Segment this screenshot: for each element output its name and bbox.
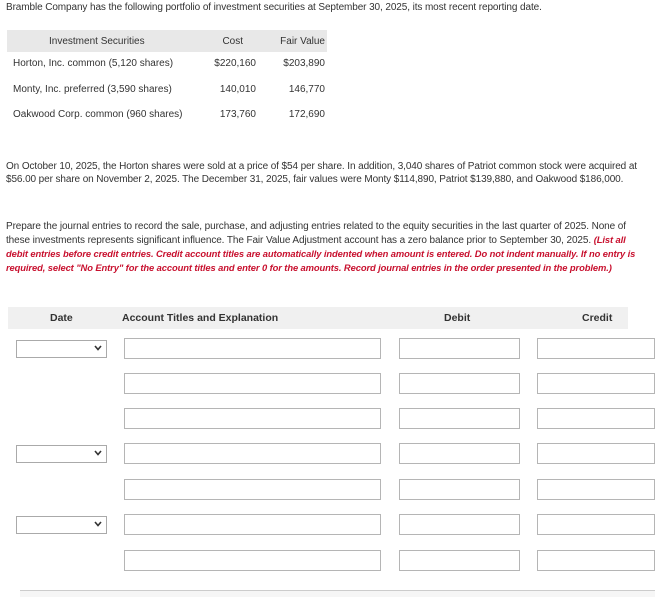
credit-input[interactable] (537, 479, 655, 500)
chevron-down-icon (94, 519, 102, 529)
chevron-down-icon (94, 343, 102, 353)
account-title-input[interactable] (124, 408, 381, 429)
instructions-text: Prepare the journal entries to record the sale, purchase, and adjusting entries related to the equity securities in the last quarter of 2025. None of these investments represents significant influence. The Fair Value Adjustment account has a zero balance prior to September 30, 2025. (6, 221, 626, 246)
credit-input[interactable] (537, 373, 655, 394)
table-row (7, 78, 327, 104)
portfolio-header (7, 30, 327, 52)
intro-text: Bramble Company has the following portfolio of investment securities at September 30, 2025, its most recent reporting date. (6, 2, 542, 13)
security-cost: $220,160 (214, 58, 256, 69)
header-date: Date (50, 312, 73, 324)
journal-header (8, 307, 628, 329)
security-cost: 173,760 (219, 109, 256, 120)
account-title-input[interactable] (124, 550, 381, 571)
problem-paragraph: On October 10, 2025, the Horton shares were sold at a price of $54 per share. In addition, 3,040 shares of Patriot common stock were acquired at $56.00 per share on November 2, 2025. The December 31, 2025, fair values were Monty $114,890, Patriot $139,880, and Oakwood $186,000. (6, 161, 637, 185)
security-fair-value: 172,690 (288, 109, 325, 120)
credit-input[interactable] (537, 443, 655, 464)
account-title-input[interactable] (124, 514, 381, 535)
security-name: Horton, Inc. common (5,120 shares) (13, 58, 174, 69)
header-cost: Cost (222, 36, 243, 47)
credit-input[interactable] (537, 550, 655, 571)
table-row (7, 52, 327, 78)
security-cost: 140,010 (219, 83, 256, 95)
debit-input[interactable] (399, 514, 520, 535)
table-row (7, 103, 327, 129)
credit-input[interactable] (537, 408, 655, 429)
debit-input[interactable] (399, 443, 520, 464)
chevron-down-icon (94, 448, 102, 458)
security-fair-value: $203,890 (283, 58, 325, 69)
security-fair-value: 146,770 (288, 83, 325, 95)
header-investment-securities: Investment Securities (49, 36, 145, 47)
header-fair-value: Fair Value (280, 36, 325, 47)
header-credit: Credit (582, 312, 613, 324)
security-name: Monty, Inc. preferred (3,590 shares) (13, 83, 172, 95)
security-name: Oakwood Corp. common (960 shares) (13, 109, 183, 120)
instructions-note: (List all debit entries before credit entries. Credit account titles are automatically indented when amount is entered. Do not indent manually. If no entry is required, select "No Entry" for the account titles and enter 0 for the amounts. Record journal entries in the order presented in the problem.) (6, 234, 636, 273)
debit-input[interactable] (399, 338, 520, 359)
account-title-input[interactable] (124, 479, 381, 500)
account-title-input[interactable] (124, 373, 381, 394)
date-select[interactable] (16, 445, 107, 463)
account-title-input[interactable] (124, 443, 381, 464)
debit-input[interactable] (399, 479, 520, 500)
credit-input[interactable] (537, 514, 655, 535)
account-title-input[interactable] (124, 338, 381, 359)
date-select[interactable] (16, 340, 107, 358)
header-debit: Debit (444, 312, 471, 324)
credit-input[interactable] (537, 338, 655, 359)
debit-input[interactable] (399, 408, 520, 429)
instructions-paragraph (6, 220, 646, 275)
header-account-titles: Account Titles and Explanation (122, 312, 279, 324)
debit-input[interactable] (399, 373, 520, 394)
date-select[interactable] (16, 516, 107, 534)
portfolio-table (7, 30, 327, 129)
debit-input[interactable] (399, 550, 520, 571)
